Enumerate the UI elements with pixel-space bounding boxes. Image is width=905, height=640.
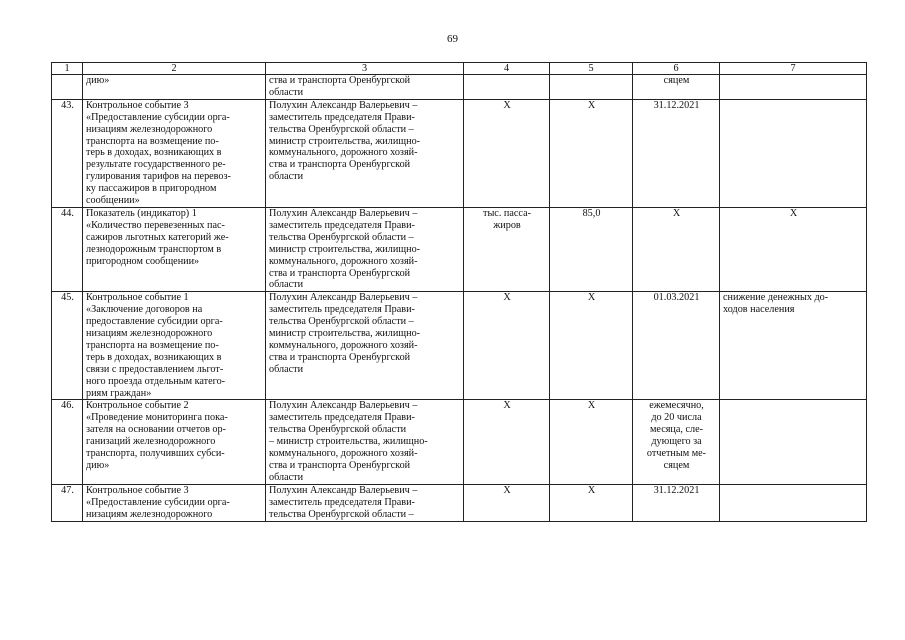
header-row [52, 63, 867, 75]
text-line: связи с предоставлением льгот- [86, 363, 224, 375]
text-line: Полухин Александр Валерьевич – [269, 400, 418, 412]
text-line: 31.12.2021 [653, 484, 700, 496]
text-line: коммунального, дорожного хозяй- [269, 147, 418, 159]
text-line: министр строительства, жилищно- [269, 328, 421, 340]
text-line: отчетным ме- [646, 448, 707, 460]
text-line: предоставление субсидии орга- [86, 316, 223, 328]
cell-unit [464, 75, 550, 100]
text-line: ства и транспорта Оренбургской [269, 75, 411, 86]
text-line: Контрольное событие 1 [86, 292, 189, 304]
text-line: ства и транспорта Оренбургской [269, 267, 411, 279]
text-line: низациям железнодорожного [86, 328, 213, 340]
text-line: Полухин Александр Валерьевич – [269, 207, 418, 219]
text-line: Полухин Александр Валерьевич – [269, 292, 418, 304]
text-line: транспорта на возмещение по- [86, 339, 219, 351]
text-line: области [269, 86, 304, 98]
cell-value [550, 75, 633, 100]
text-line: Показатель (индикатор) 1 [86, 207, 197, 219]
cell-responsible [266, 75, 464, 100]
text-line: X [672, 207, 681, 219]
cell-event [83, 99, 266, 207]
text-line: X [789, 207, 798, 219]
header-cell: 3 [266, 63, 464, 75]
plan-table [51, 62, 867, 522]
text-line: тельства Оренбургской области [269, 424, 407, 436]
text-line: 31.12.2021 [653, 99, 700, 111]
text-line: терь в доходах, возникающих в [86, 147, 222, 159]
cell-deadline [633, 400, 720, 484]
text-line: тельства Оренбургской области – [269, 231, 414, 243]
text-line: сяцем [663, 460, 690, 471]
text-line: ного проезда отдельным катего- [86, 375, 226, 387]
cell-deadline [633, 292, 720, 400]
cell-responsible [266, 99, 464, 207]
table-row [52, 99, 867, 207]
text-line: ку пассажиров в пригородном [86, 183, 217, 195]
text-line: заместитель председателя Прави- [269, 412, 415, 424]
text-line: министр строительства, жилищно- [269, 243, 421, 255]
cell-event [83, 484, 266, 521]
text-line: заместитель председателя Прави- [269, 111, 415, 123]
cell-value [550, 400, 633, 484]
table-row [52, 484, 867, 521]
text-line: X [503, 484, 511, 496]
cell-unit [464, 99, 550, 207]
header-cell: 2 [83, 63, 266, 75]
header-cell: 7 [720, 63, 867, 75]
text-line: X [503, 400, 511, 412]
text-line: заместитель председателя Прави- [269, 496, 415, 508]
cell-deadline [633, 484, 720, 521]
text-line: пригородном сообщении» [86, 255, 200, 267]
cell-value [550, 207, 633, 291]
text-line: транспорта на возмещение по- [86, 135, 219, 147]
text-line: ства и транспорта Оренбургской [269, 460, 411, 471]
text-line: месяца, сле- [649, 424, 704, 436]
text-line: 01.03.2021 [653, 292, 700, 304]
text-line: коммунального, дорожного хозяй- [269, 255, 418, 267]
cell-event [83, 292, 266, 400]
text-line: дующего за [651, 436, 702, 448]
table-row [52, 400, 867, 484]
text-line: ходов населения [723, 304, 795, 316]
header-cell: 1 [52, 63, 83, 75]
text-line: ства и транспорта Оренбургской [269, 159, 411, 171]
text-line: тельства Оренбургской области – [269, 123, 414, 135]
cell-unit [464, 400, 550, 484]
header-cell: 6 [633, 63, 720, 75]
cell-risks [720, 75, 867, 100]
text-line: Полухин Александр Валерьевич – [269, 99, 418, 111]
cell-risks [720, 207, 867, 291]
text-line: Контрольное событие 2 [86, 400, 189, 412]
cell-number: 44. [52, 207, 83, 291]
text-line: сяцем [663, 75, 690, 86]
cell-number: 43. [52, 99, 83, 207]
cell-deadline [633, 99, 720, 207]
text-line: X [503, 292, 511, 304]
text-line: заместитель председателя Прави- [269, 304, 415, 316]
text-line: низациям железнодорожного [86, 508, 213, 520]
text-line: сообщении» [86, 195, 140, 207]
text-line: X [587, 484, 596, 496]
text-line: транспорта, получивших субси- [86, 448, 225, 460]
text-line: X [587, 99, 596, 111]
text-line: области [269, 471, 304, 483]
cell-event [83, 400, 266, 484]
cell-value [550, 99, 633, 207]
text-line: «Предоставление субсидии орга- [86, 111, 230, 123]
text-line: снижение денежных до- [723, 292, 829, 304]
cell-number: 46. [52, 400, 83, 484]
text-line: коммунального, дорожного хозяй- [269, 448, 418, 460]
cell-responsible [266, 207, 464, 291]
text-line: ганизаций железнодорожного [86, 436, 216, 448]
header-cell: 4 [464, 63, 550, 75]
cell-deadline [633, 75, 720, 100]
text-line: «Предоставление субсидии орга- [86, 496, 230, 508]
cell-deadline [633, 207, 720, 291]
cell-risks [720, 99, 867, 207]
cell-event [83, 207, 266, 291]
cell-number [52, 75, 83, 100]
cell-event [83, 75, 266, 100]
text-line: области [269, 171, 304, 183]
cell-risks [720, 484, 867, 521]
cell-number: 47. [52, 484, 83, 521]
text-line: дию» [86, 460, 110, 471]
cell-responsible [266, 484, 464, 521]
continuation-row [52, 75, 867, 100]
text-line: жиров [493, 219, 521, 231]
text-line: ства и транспорта Оренбургской [269, 351, 411, 363]
cell-responsible [266, 292, 464, 400]
cell-value [550, 484, 633, 521]
text-line: до 20 числа [651, 412, 702, 424]
cell-risks [720, 400, 867, 484]
text-line: ежемесячно, [649, 400, 704, 412]
text-line: министр строительства, жилищно- [269, 135, 421, 147]
cell-unit [464, 207, 550, 291]
page-number: 69 [447, 33, 458, 45]
cell-unit [464, 484, 550, 521]
text-line: зателя на основании отчетов ор- [86, 424, 227, 436]
cell-responsible [266, 400, 464, 484]
cell-unit [464, 292, 550, 400]
table-row [52, 207, 867, 291]
text-line: Контрольное событие 3 [86, 99, 189, 111]
text-line: сажиров льготных категорий же- [86, 231, 229, 243]
header-cell: 5 [550, 63, 633, 75]
text-line: «Заключение договоров на [86, 304, 203, 316]
text-line: X [503, 99, 511, 111]
text-line: Контрольное событие 3 [86, 484, 189, 496]
text-line: 85,0 [582, 207, 601, 219]
text-line: Полухин Александр Валерьевич – [269, 484, 418, 496]
text-line: лезнодорожным транспортом в [86, 243, 222, 255]
text-line: тельства Оренбургской области – [269, 316, 414, 328]
text-line: области [269, 279, 304, 291]
text-line: области [269, 363, 304, 375]
text-line: «Количество перевезенных пас- [86, 219, 225, 231]
text-line: заместитель председателя Прави- [269, 219, 415, 231]
text-line: риям граждан» [86, 387, 152, 399]
text-line: тыс. пасса- [483, 207, 531, 219]
text-line: результате государственного ре- [86, 159, 226, 171]
text-line: тельства Оренбургской области – [269, 508, 414, 520]
text-line: низациям железнодорожного [86, 123, 213, 135]
text-line: дию» [86, 75, 110, 86]
cell-risks [720, 292, 867, 400]
text-line: – министр строительства, жилищно- [269, 436, 428, 448]
text-line: гулирования тарифов на перевоз- [86, 171, 231, 183]
text-line: X [587, 400, 596, 412]
table-row [52, 292, 867, 400]
cell-value [550, 292, 633, 400]
text-line: X [587, 292, 596, 304]
text-line: коммунального, дорожного хозяй- [269, 339, 418, 351]
text-line: терь в доходах, возникающих в [86, 351, 222, 363]
text-line: «Проведение мониторинга пока- [86, 412, 228, 424]
cell-number: 45. [52, 292, 83, 400]
